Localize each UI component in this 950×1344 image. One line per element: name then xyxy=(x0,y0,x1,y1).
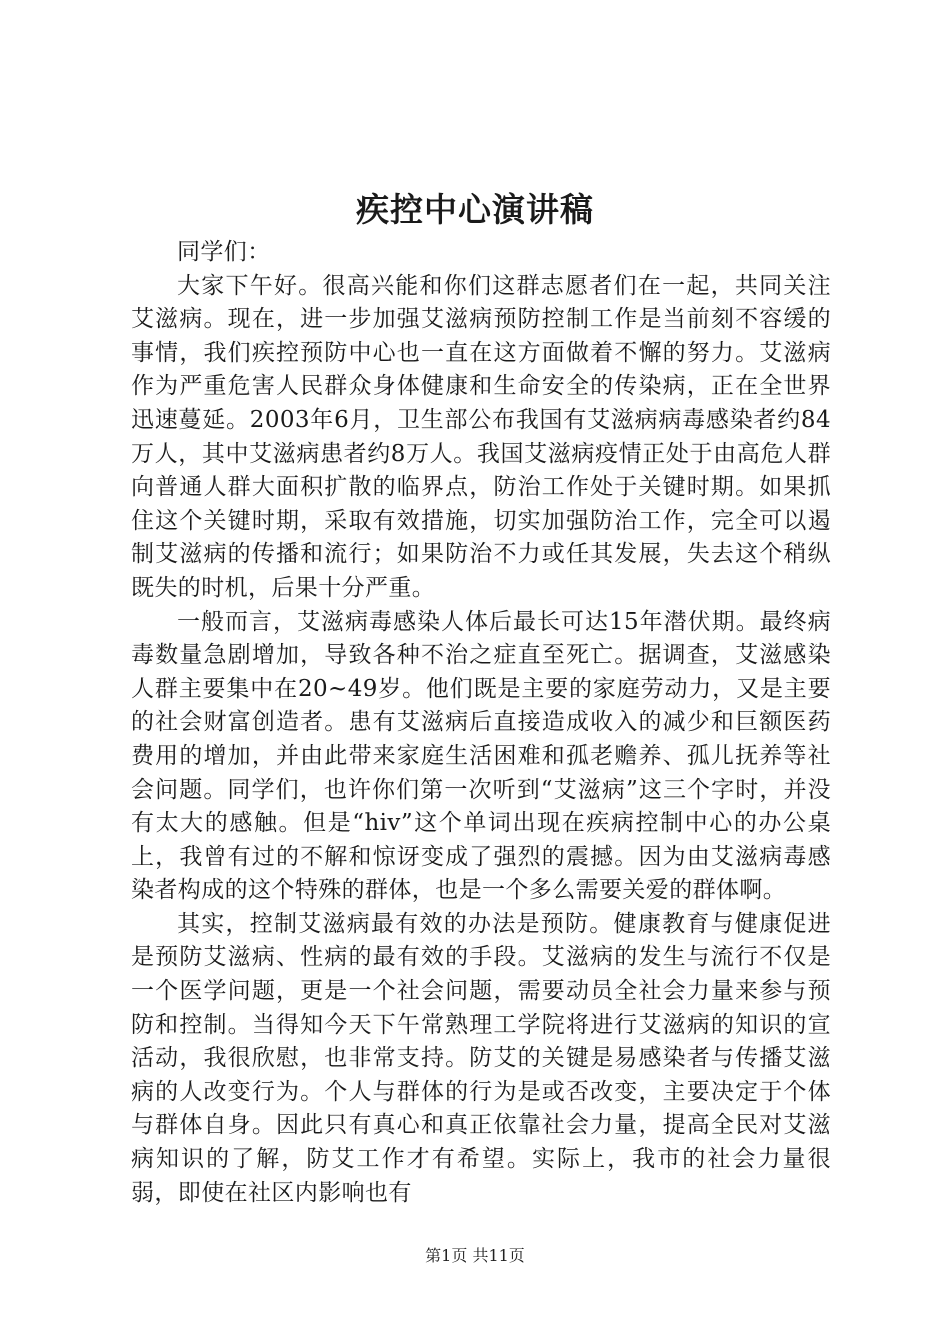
paragraph-1: 大家下午好。很高兴能和你们这群志愿者们在一起，共同关注艾滋病。现在，进一步加强艾滋病预防控制工作是当前刻不容缓的事情，我们疾控预防中心也一直在这方面做着不懈的努力。艾滋病作为严重危害人民群众身体健康和生命安全的传染病，正在全世界迅速蔓延。2003年6月，卫生部公布我国有艾滋病病毒感染者约84万人，其中艾滋病患者约8万人。我国艾滋病疫情正处于由高危人群向普通人群大面积扩散的临界点，防治工作处于关键时期。如果抓住这个关键时期，采取有效措施，切实加强防治工作，完全可以遏制艾滋病的传播和流行；如果防治不力或任其发展，失去这个稍纵既失的时机，后果十分严重。 xyxy=(131,272,831,601)
paragraph-3: 其实，控制艾滋病最有效的办法是预防。健康教育与健康促进是预防艾滋病、性病的最有效的手段。艾滋病的发生与流行不仅是一个医学问题，更是一个社会问题，需要动员全社会力量来参与预防和控制。当得知今天下午常熟理工学院将进行艾滋病的知识的宣活动，我很欣慰，也非常支持。防艾的关键是易感染者与传播艾滋病的人改变行为。个人与群体的行为是或否改变，主要决定于个体与群体自身。因此只有真心和真正依靠社会力量，提高全民对艾滋病知识的了解，防艾工作才有希望。实际上，我市的社会力量很弱，即使在社区内影响也有 xyxy=(131,910,831,1206)
paragraph-2: 一般而言，艾滋病毒感染人体后最长可达15年潜伏期。最终病毒数量急剧增加，导致各种不治之症直至死亡。据调查，艾滋感染人群主要集中在20~49岁。他们既是主要的家庭劳动力，又是主要的社会财富创造者。患有艾滋病后直接造成收入的减少和巨额医药费用的增加，并由此带来家庭生活困难和孤老赡养、孤儿抚养等社会问题。同学们，也许你们第一次听到“艾滋病”这三个字时，并没有太大的感触。但是“hiv”这个单词出现在疾病控制中心的办公桌上，我曾有过的不解和惊讶变成了强烈的震撼。因为由艾滋病毒感染者构成的这个特殊的群体，也是一个多么需要关爱的群体啊。 xyxy=(131,608,831,904)
salutation: 同学们： xyxy=(177,239,271,265)
page-number-footer: 第1页 共11页 xyxy=(425,1246,525,1265)
document-body xyxy=(131,236,831,1210)
document-title: 疾控中心演讲稿 xyxy=(356,190,594,229)
